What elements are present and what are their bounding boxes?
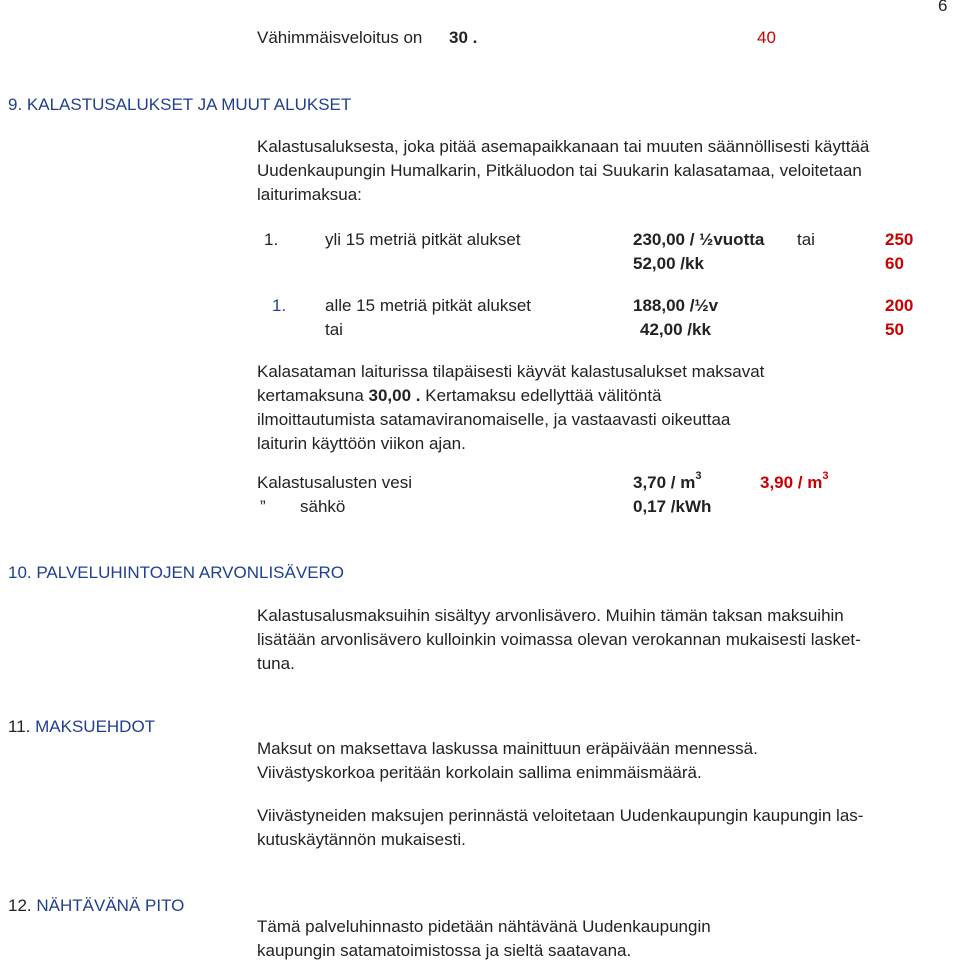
- water-label: Kalastusalusten vesi: [257, 473, 412, 492]
- water-price: [633, 471, 702, 495]
- section11-line: kutuskäytännön mukaisesti.: [257, 830, 466, 849]
- item2-new-price-month: 50: [885, 320, 904, 339]
- section10-line: Kalastusalusmaksuihin sisältyy arvonlisävero. Muihin tämän taksan maksuihin: [257, 606, 844, 625]
- section11-line: Maksut on maksettava laskussa mainittuun eräpäivään mennessä.: [257, 739, 758, 758]
- section11-title: MAKSUEHDOT: [35, 717, 156, 736]
- section10-line: lisätään arvonlisävero kulloinkin voimassa olevan verokannan mukaisesti lasket-: [257, 630, 861, 649]
- electricity-ditto: ”: [260, 497, 266, 516]
- section11-line: Viivästyskorkoa peritään korkolain sallima enimmäismäärä.: [257, 763, 702, 782]
- section12-number: 12.: [8, 896, 32, 915]
- item1-label: yli 15 metriä pitkät alukset: [325, 230, 521, 249]
- section11-number: 11.: [8, 717, 31, 736]
- section10-heading: 10. PALVELUHINTOJEN ARVONLISÄVERO: [8, 563, 345, 582]
- item2-new-price-halfyear: 200: [885, 296, 914, 315]
- item2-or: tai: [325, 320, 343, 339]
- water-price-value: 3,70 / m: [633, 473, 696, 492]
- item1-number: 1.: [264, 230, 279, 249]
- electricity-label: sähkö: [300, 497, 346, 516]
- item2-price-halfyear: 188,00 /½v: [633, 296, 719, 315]
- item1-price-month: 52,00 /kk: [633, 254, 704, 273]
- section11-line: Viivästyneiden maksujen perinnästä veloitetaan Uudenkaupungin kaupungin las-: [257, 806, 864, 825]
- visit-fee: 30,00 .: [368, 386, 421, 405]
- item2-label: alle 15 metriä pitkät alukset: [325, 296, 531, 315]
- section9-intro-line: laiturimaksua:: [257, 185, 362, 204]
- item1-or: tai: [797, 230, 815, 249]
- min-charge-new: 40: [757, 28, 776, 47]
- section9-heading: 9. KALASTUSALUKSET JA MUUT ALUKSET: [8, 95, 352, 114]
- item1-new-price-month: 60: [885, 254, 904, 273]
- visit-text-line: ilmoittautumista satamaviranomaiselle, ja vastaavasti oikeuttaa: [257, 410, 731, 429]
- water-new-price: [760, 471, 829, 495]
- section12-heading: [8, 894, 184, 918]
- visit-text-line: Kalasataman laiturissa tilapäisesti käyvät kalastusalukset maksavat: [257, 362, 765, 381]
- section12-line: kaupungin satamatoimistossa ja sieltä saatavana.: [257, 941, 632, 960]
- section12-line: Tämä palveluhinnasto pidetään nähtävänä Uudenkaupungin: [257, 917, 711, 936]
- item2-price-month: 42,00 /kk: [640, 320, 711, 339]
- water-new-price-value: 3,90 / m: [760, 473, 823, 492]
- item2-number: 1.: [272, 296, 287, 315]
- visit-text-line: [257, 384, 662, 408]
- visit-text-segment: Kertamaksu edellyttää välitöntä: [425, 386, 662, 405]
- section9-intro-line: Kalastusaluksesta, joka pitää asemapaikkanaan tai muuten säännöllisesti käyttää: [257, 137, 870, 156]
- item1-new-price-halfyear: 250: [885, 230, 914, 249]
- min-charge-label: Vähimmäisveloitus on: [257, 28, 423, 47]
- electricity-price: 0,17 /kWh: [633, 497, 712, 516]
- item1-price-halfyear: 230,00 / ½vuotta: [633, 230, 765, 249]
- water-price-exponent: 3: [695, 470, 702, 483]
- min-charge-old: 30 .: [449, 28, 478, 47]
- section12-title: NÄHTÄVÄNÄ PITO: [36, 896, 185, 915]
- page-number: 6: [938, 0, 948, 15]
- visit-text-segment: kertamaksuna: [257, 386, 364, 405]
- water-new-price-exponent: 3: [822, 470, 829, 483]
- visit-text-line: laiturin käyttöön viikon ajan.: [257, 434, 466, 453]
- section10-line: tuna.: [257, 654, 295, 673]
- section9-intro-line: Uudenkaupungin Humalkarin, Pitkäluodon tai Suukarin kalasatamaa, veloitetaan: [257, 161, 862, 180]
- section11-heading: [8, 715, 155, 739]
